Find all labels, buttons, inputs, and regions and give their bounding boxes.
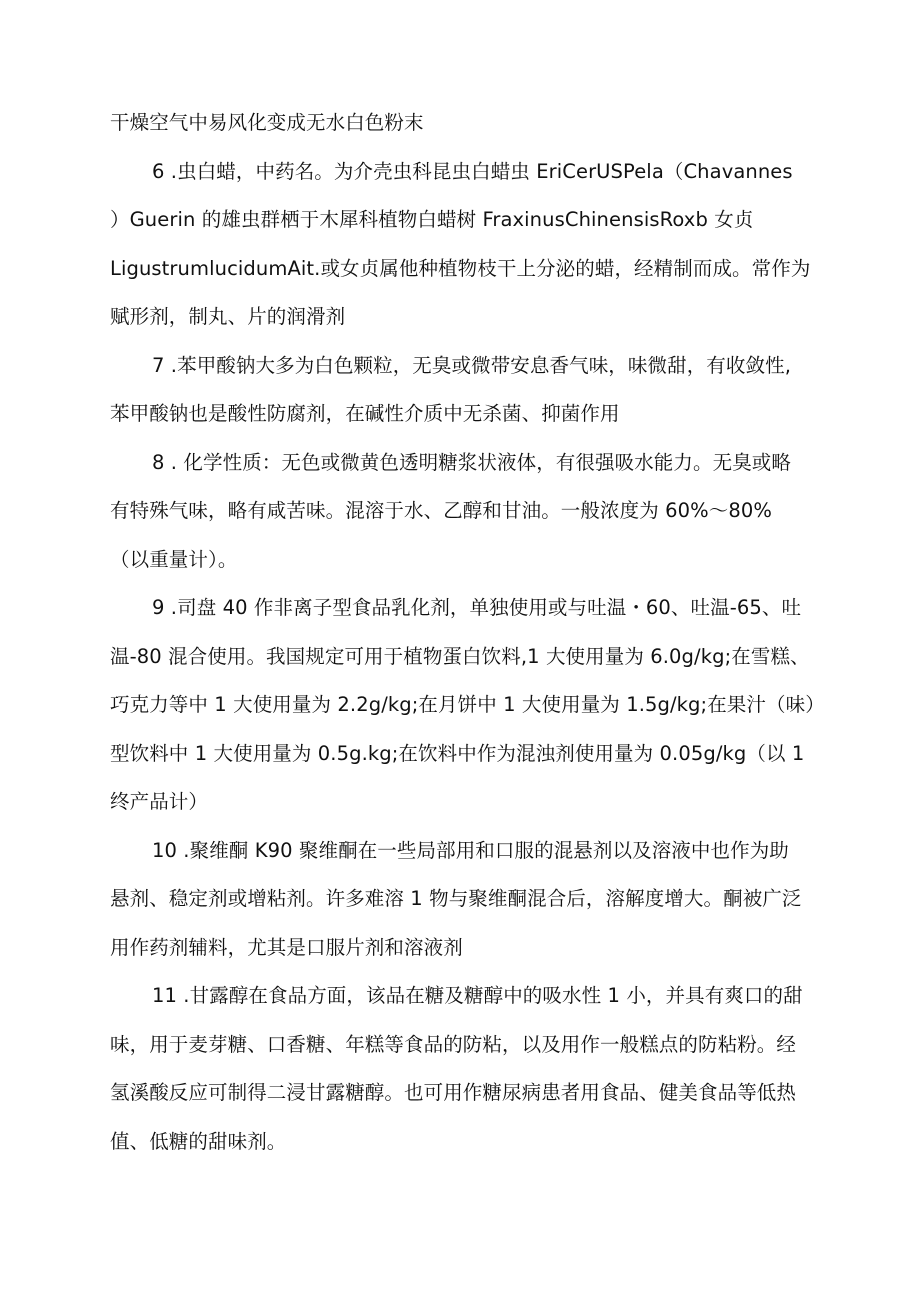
item-6-line-2: ）Guerin 的雄虫群栖于木犀科植物白蜡树 FraxinusChinensisRoxb 女贞 [110, 208, 754, 231]
paragraph-continuation-line: 干燥空气中易风化变成无水白色粉末 [110, 111, 424, 134]
item-9-line-5: 终产品计） [110, 790, 209, 813]
item-8-line-2: 有特殊气味，略有咸苦味。混溶于水、乙醇和甘油。一般浓度为 60%～80% [110, 499, 772, 522]
item-9-line-3: 巧克力等中 1 大使用量为 2.2g/kg;在月饼中 1 大使用量为 1.5g/kg;在果汁（味） [110, 693, 825, 716]
item-11-line-4: 值、低糖的甜味剂。 [110, 1130, 287, 1153]
item-8-line-3: （以重量计）。 [110, 548, 238, 571]
item-10-line-2: 悬剂、稳定剂或增粘剂。许多难溶 1 物与聚维酮混合后，溶解度增大。酮被广泛 [110, 887, 802, 910]
item-9-line-1: 9 .司盘 40 作非离子型食品乳化剂，单独使用或与吐温・60、吐温-65、吐 [152, 596, 802, 619]
item-11-line-3: 氢溪酸反应可制得二浸甘露糖醇。也可用作糖尿病患者用食品、健美食品等低热 [110, 1081, 797, 1104]
item-10-line-1: 10 .聚维酮 K90 聚维酮在一些局部用和口服的混悬剂以及溶液中也作为助 [152, 839, 789, 862]
item-8-line-1: 8 . 化学性质：无色或微黄色透明糖浆状液体，有很强吸水能力。无臭或略 [152, 451, 792, 474]
item-10-line-3: 用作药剂辅料，尤其是口服片剂和溶液剂 [110, 936, 463, 959]
item-9-line-4: 型饮料中 1 大使用量为 0.5g.kg;在饮料中作为混浊剂使用量为 0.05g/kg（以 1 [110, 742, 805, 765]
item-6-line-1: 6 .虫白蜡，中药名。为介壳虫科昆虫白蜡虫 EriCerUSPela（Chavannes [152, 160, 793, 183]
item-6-line-4: 赋形剂，制丸、片的润滑剂 [110, 305, 346, 328]
item-11-line-1: 11 .甘露醇在食品方面，该品在糖及糖醇中的吸水性 1 小，并具有爽口的甜 [152, 984, 803, 1007]
item-7-line-2: 苯甲酸钠也是酸性防腐剂，在碱性介质中无杀菌、抑菌作用 [110, 402, 620, 425]
item-6-line-3: LigustrumlucidumAit.或女贞属他种植物枝干上分泌的蜡，经精制而成。常作为 [110, 257, 811, 280]
item-11-line-2: 味，用于麦芽糖、口香糖、年糕等食品的防粘，以及用作一般糕点的防粘粉。经 [110, 1033, 797, 1056]
item-9-line-2: 温-80 混合使用。我国规定可用于植物蛋白饮料,1 大使用量为 6.0g/kg;在雪糕、 [110, 645, 810, 668]
item-7-line-1: 7 .苯甲酸钠大多为白色颗粒，无臭或微带安息香气味，味微甜，有收敛性, [152, 354, 792, 377]
